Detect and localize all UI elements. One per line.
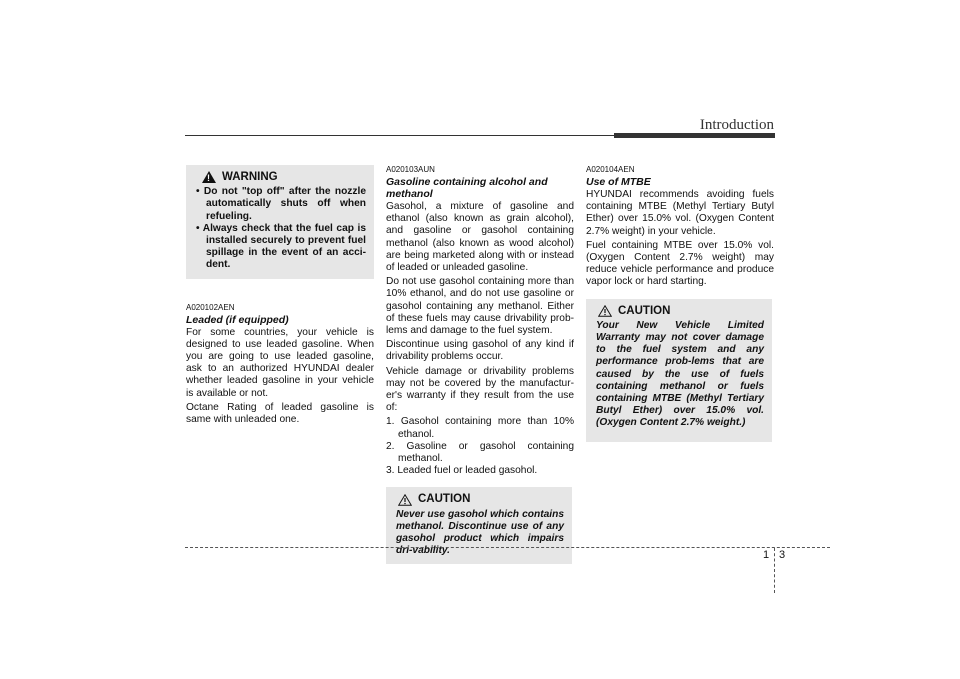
section-code: A020104AEN (586, 165, 635, 174)
warning-icon (202, 171, 216, 183)
column-1 (186, 165, 374, 428)
caution-icon (398, 494, 412, 506)
body-paragraph: Gasohol, a mixture of gasoline and ethanol (also known as grain alcohol), and gasoline or gasohol containing methanol (also known as wood alcohol) are being marketed along with or instead of leaded or unleaded gasoline. (386, 201, 574, 274)
body-paragraph: Vehicle damage or drivability problems may not be covered by the manufactur-er's warranty if they result from the use of: (386, 365, 574, 414)
list-item: 1. Gasohol containing more than 10% ethanol. (386, 416, 574, 440)
header-rule (185, 135, 614, 136)
caution-text: Your New Vehicle Limited Warranty may not cover damage to the fuel system and any performance prob-lems that are caused by the use of fuels containing methanol or fuels containing MTBE (Methyl Tertiary Butyl Ether) over 15.0% vol. (Oxygen Content 2.7% weight.) (596, 319, 764, 429)
list-item: 2. Gasoline or gasohol containing methanol. (386, 440, 574, 465)
warning-bullet: • Do not "top off" after the nozzle automatically shuts off when refueling. (196, 186, 366, 222)
warning-title: WARNING (222, 171, 278, 183)
section-heading: Gasoline containing alcohol and methanol (386, 176, 548, 200)
body-paragraph: Fuel containing MTBE over 15.0% vol. (Oxygen Content 2.7% weight) may reduce vehicle performance and produce vapor lock or hard starting. (586, 239, 774, 288)
body-paragraph: Do not use gasohol containing more than 10% ethanol, and do not use gasoline or gasohol containing any methanol. Either of these fuels may cause drivability prob-lems and damage to the fuel system. (386, 276, 574, 337)
list-item: 3. Leaded fuel or leaded gasohol. (386, 465, 538, 477)
caution-icon (598, 305, 612, 317)
warning-box (186, 165, 374, 279)
caution-text: Never use gasohol which contains methanol. Discontinue use of any gasohol product which impairs dri-vability. (396, 508, 564, 557)
column-2 (386, 165, 574, 564)
warning-header (194, 171, 366, 183)
body-paragraph: Octane Rating of leaded gasoline is same with unleaded one. (186, 401, 374, 426)
chapter-number: 1 (763, 549, 770, 561)
section-code: A020103AUN (386, 165, 435, 174)
section-heading: Leaded (if equipped) (186, 313, 289, 326)
caution-header (394, 493, 564, 505)
caution-title: CAUTION (618, 304, 671, 317)
column-3 (586, 165, 774, 442)
footer-dashed-divider (774, 548, 775, 593)
caution-box (386, 487, 572, 564)
body-paragraph: HYUNDAI recommends avoiding fuels containing MTBE (Methyl Tertiary Butyl Ether) over 15.0% vol. (Oxygen Content 2.7% weight) in your vehicle. (586, 189, 774, 237)
warning-bullet: • Always check that the fuel cap is installed securely to prevent fuel spillage in the event of an acci-dent. (196, 222, 366, 271)
footer-dashed-rule (185, 547, 830, 548)
header-accent-bar (614, 133, 775, 138)
caution-box (586, 299, 772, 442)
caution-title: CAUTION (418, 493, 471, 506)
section-code: A020102AEN (186, 302, 235, 312)
caution-header (594, 305, 764, 317)
body-paragraph: Discontinue using gasohol of any kind if drivability problems occur. (386, 339, 574, 363)
page-header-title: Introduction (699, 117, 774, 133)
body-paragraph: For some countries, your vehicle is designed to use leaded gasoline. When you are going to use leaded gasoline, ask to an authorized HYUNDAI dealer whether leaded gasoline in your vehicle is available or not. (186, 326, 374, 399)
section-heading: Use of MTBE (586, 176, 651, 188)
page-number: 3 (779, 549, 786, 561)
